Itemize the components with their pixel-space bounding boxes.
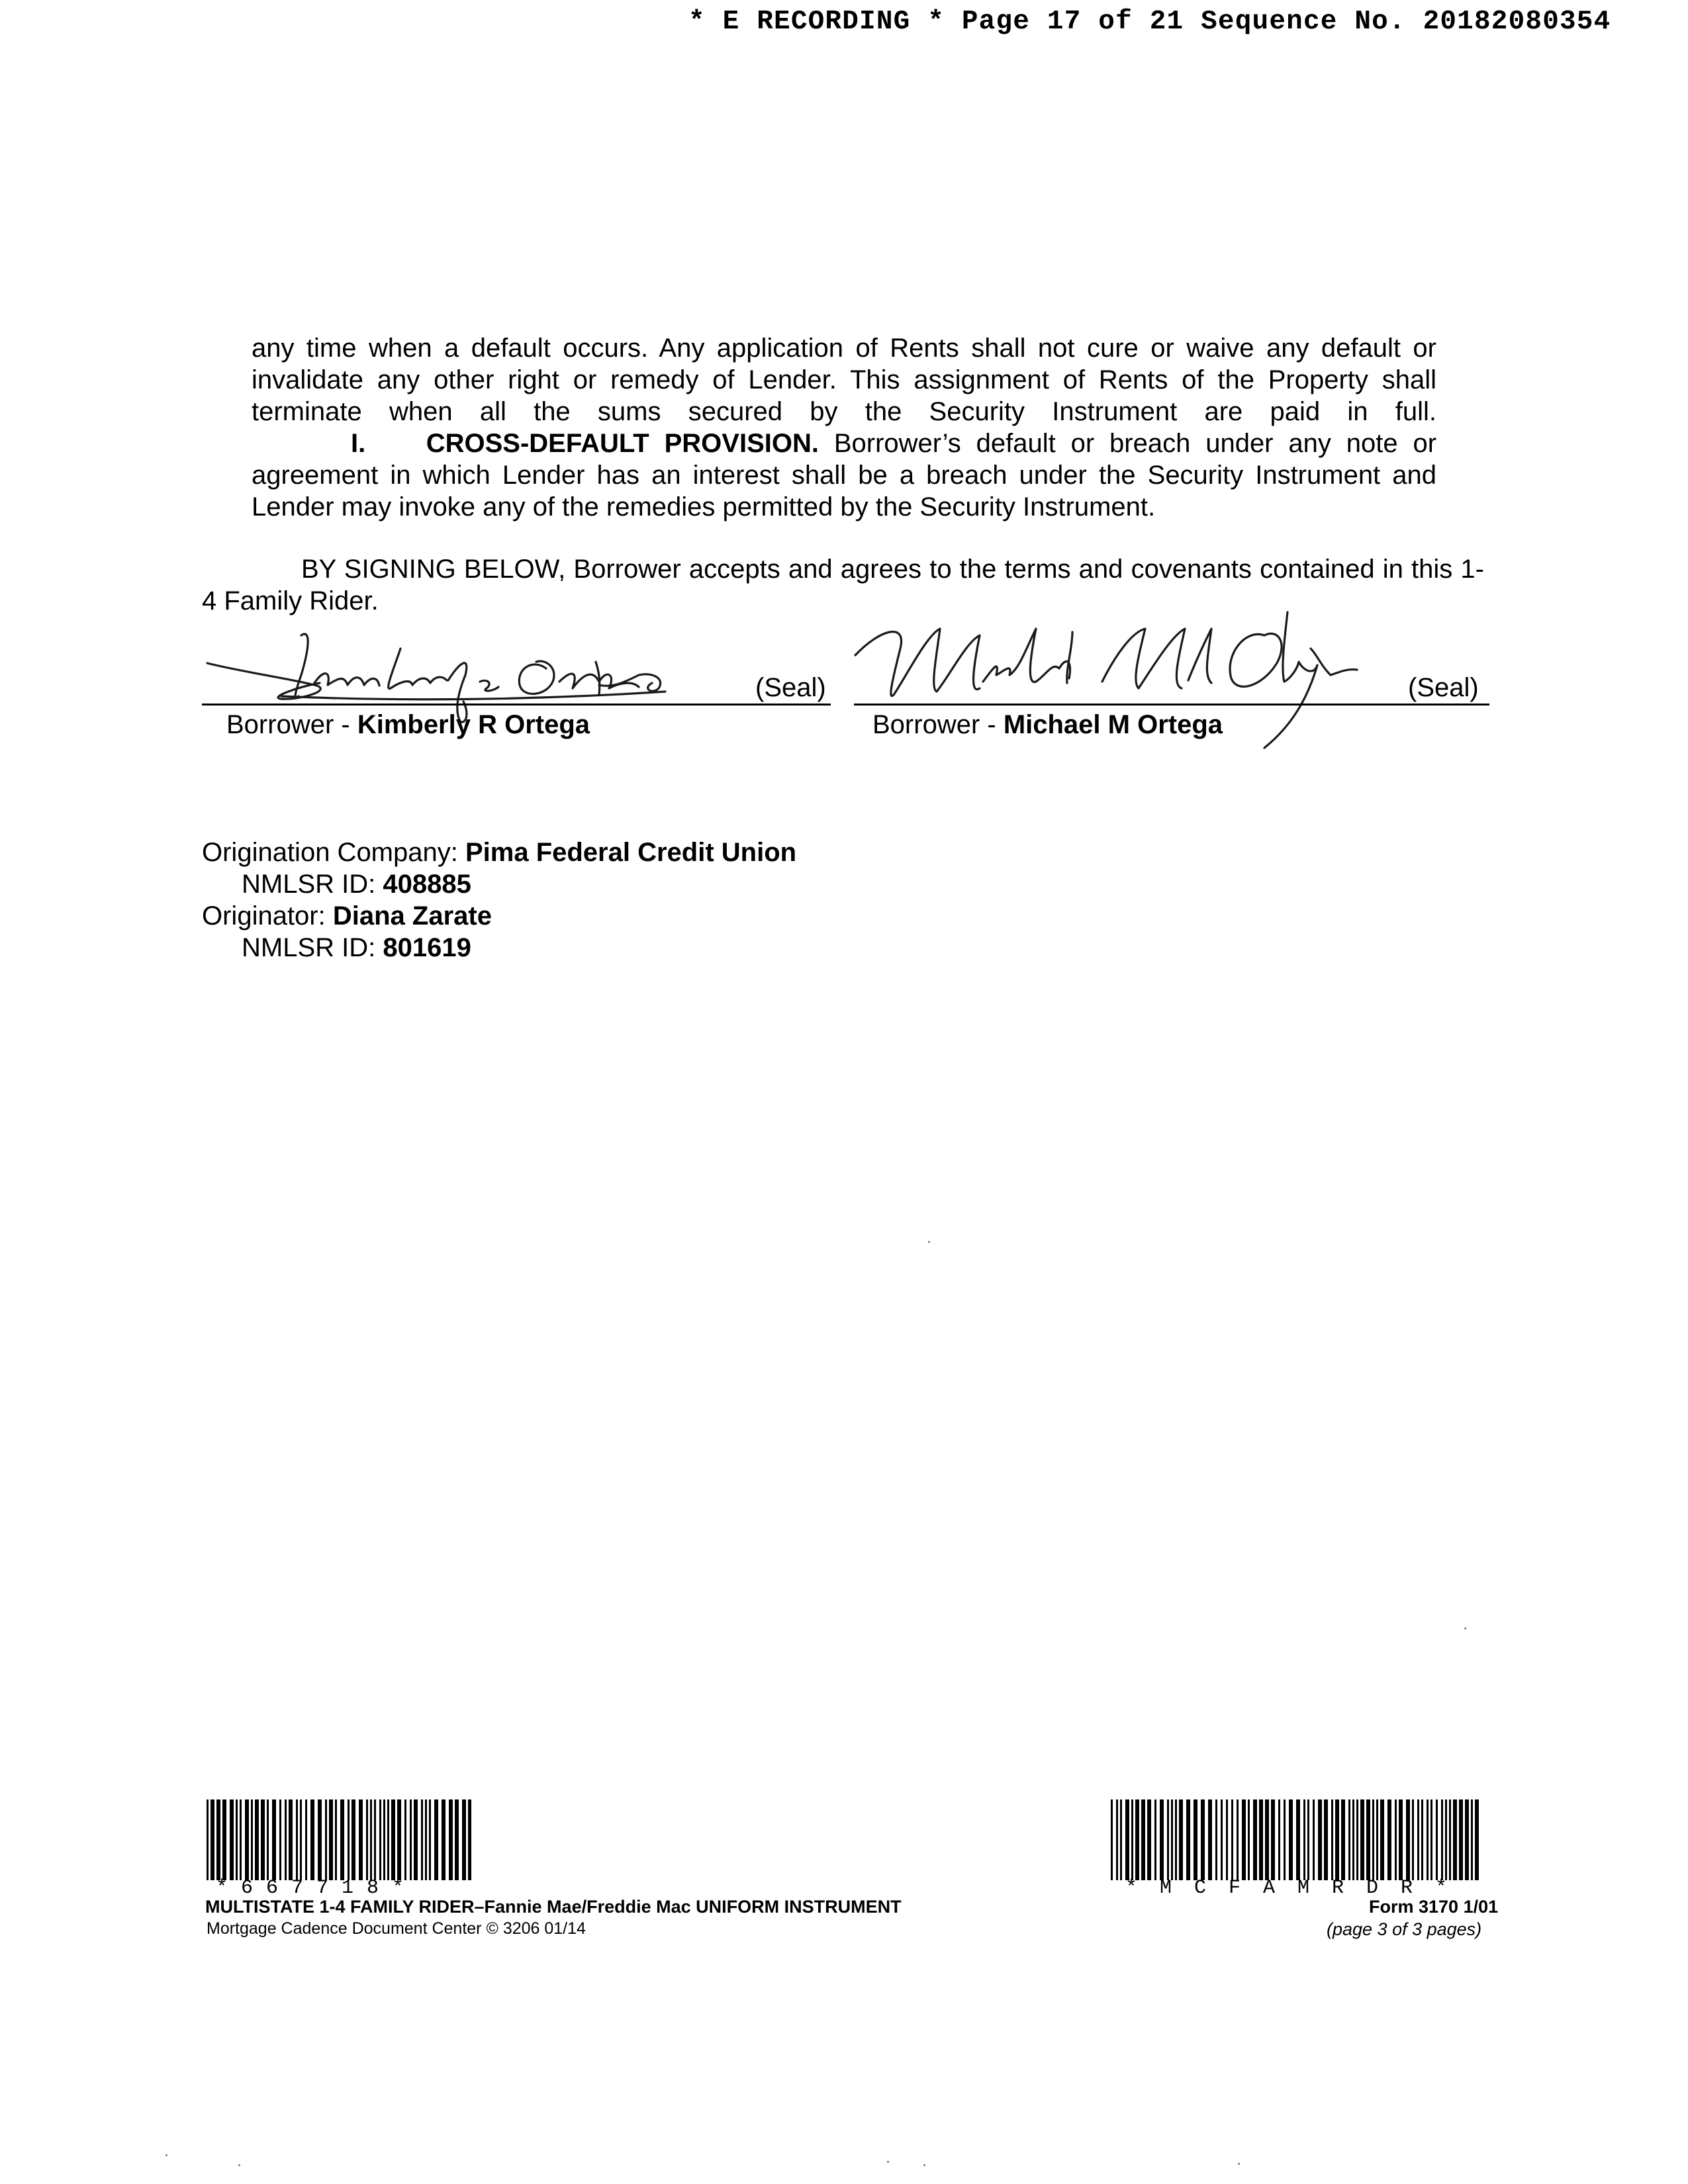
barcode-bar: [1449, 1799, 1451, 1880]
barcode-bar: [1406, 1799, 1410, 1880]
barcode-bar: [1284, 1799, 1286, 1880]
barcode-bar: [289, 1799, 293, 1880]
barcode-bar: [1341, 1799, 1345, 1880]
barcode-bar: [1242, 1799, 1246, 1880]
barcode-bar: [468, 1799, 471, 1880]
barcode-bar: [1318, 1799, 1322, 1880]
barcode-bar: [359, 1799, 363, 1880]
barcode-bar: [1324, 1799, 1328, 1880]
barcode-bar: [255, 1799, 259, 1880]
barcode-bar: [1135, 1799, 1139, 1880]
barcode-bar: [414, 1799, 418, 1880]
barcode-bar: [236, 1799, 238, 1880]
signer-name: Kimberly R Ortega: [357, 710, 590, 739]
barcode-bar: [348, 1799, 350, 1880]
page-count: (page 3 of 3 pages): [1327, 1919, 1482, 1939]
signer-name: Michael M Ortega: [1003, 710, 1223, 739]
barcode-bar: [245, 1799, 249, 1880]
barcode-bar: [310, 1799, 314, 1880]
barcode-bar: [1215, 1799, 1217, 1880]
barcode-bar: [1360, 1799, 1364, 1880]
origination-info: [202, 837, 796, 964]
barcode-bar: [421, 1799, 423, 1880]
signature-line: [202, 704, 831, 705]
barcode-bar: [1160, 1799, 1164, 1880]
barcode-bar: [374, 1799, 376, 1880]
barcode-bar: [1154, 1799, 1156, 1880]
originator-name: Diana Zarate: [332, 901, 492, 931]
barcode-bar: [1356, 1799, 1358, 1880]
barcode-bar: [230, 1799, 234, 1880]
signer-role: Borrower -: [226, 710, 357, 739]
barcode-bar: [379, 1799, 381, 1880]
barcode-bar: [1303, 1799, 1305, 1880]
signing-statement: BY SIGNING BELOW, Borrower accepts and agrees to the terms and covenants contained in this 1-4 Family Rider.: [202, 555, 1484, 615]
form-number: Form 3170 1/01: [1369, 1897, 1499, 1917]
seal-label: (Seal): [1408, 673, 1479, 702]
barcode-bar: [1313, 1799, 1315, 1880]
barcode-bar: [387, 1799, 389, 1880]
originator-nmlsr-line: [202, 932, 796, 964]
signature-line: [854, 704, 1489, 705]
nmlsr-id: 801619: [383, 933, 471, 962]
barcode-bar: [1445, 1799, 1447, 1880]
barcode-bar: [429, 1799, 431, 1880]
barcode-bar: [1253, 1799, 1257, 1880]
barcode-bar: [383, 1799, 385, 1880]
barcode-bar: [251, 1799, 253, 1880]
barcode-bar: [1116, 1799, 1118, 1880]
barcode-bar: [1111, 1799, 1113, 1880]
barcode-bar: [1175, 1799, 1177, 1880]
barcode-bar: [1194, 1799, 1197, 1880]
barcode-bar: [462, 1799, 466, 1880]
barcode-bar: [352, 1799, 355, 1880]
barcode-bar: [1387, 1799, 1391, 1880]
barcode-bar: [216, 1799, 220, 1880]
barcode-bar: [325, 1799, 327, 1880]
barcode-bar: [296, 1799, 298, 1880]
barcode-bar: [1131, 1799, 1133, 1880]
barcode-bar: [1186, 1799, 1190, 1880]
barcode-bar: [1171, 1799, 1173, 1880]
rider-body: [252, 332, 1436, 523]
barcode-bar: [1427, 1799, 1429, 1880]
barcode-bar: [335, 1799, 337, 1880]
barcode-bar: [370, 1799, 372, 1880]
barcode-left: [207, 1799, 471, 1880]
barcode-right-text: *MCFAMRDR*: [1125, 1877, 1470, 1899]
barcode-bar: [279, 1799, 281, 1880]
barcode-bar: [1417, 1799, 1419, 1880]
scan-speck: [1464, 1627, 1466, 1629]
barcode-bar: [1459, 1799, 1463, 1880]
barcode-bar: [366, 1799, 368, 1880]
company-label: Origination Company:: [202, 838, 465, 867]
barcode-bar: [1335, 1799, 1339, 1880]
barcode-bar: [397, 1799, 401, 1880]
section-heading: CROSS-DEFAULT PROVISION.: [426, 429, 819, 458]
signer-label: [872, 710, 1223, 740]
barcode-bar: [1465, 1799, 1469, 1880]
barcode-bar: [1331, 1799, 1333, 1880]
origination-company-line: [202, 837, 796, 868]
originator-line: [202, 900, 796, 932]
barcode-bar: [1372, 1799, 1374, 1880]
barcode-bar: [1271, 1799, 1275, 1880]
barcode-bar: [1141, 1799, 1145, 1880]
barcode-bar: [329, 1799, 333, 1880]
barcode-bar: [1231, 1799, 1233, 1880]
barcode-bar: [1380, 1799, 1384, 1880]
barcode-bar: [1265, 1799, 1269, 1880]
barcode-bar: [1399, 1799, 1403, 1880]
scan-speck: [887, 2161, 889, 2163]
barcode-bar: [1167, 1799, 1169, 1880]
scan-speck: [238, 2164, 240, 2166]
barcode-bar: [1208, 1799, 1212, 1880]
barcode-bar: [1289, 1799, 1293, 1880]
barcode-bar: [455, 1799, 459, 1880]
originator-label: Originator:: [202, 901, 333, 931]
barcode-bar: [1352, 1799, 1354, 1880]
cross-default-paragraph: [252, 428, 1436, 523]
barcode-bar: [1307, 1799, 1309, 1880]
scan-speck: [1238, 2163, 1240, 2165]
scan-speck: [165, 2154, 167, 2156]
document-center: Mortgage Cadence Document Center © 3206 01/14: [207, 1919, 586, 1938]
barcode-bar: [1395, 1799, 1397, 1880]
form-title: MULTISTATE 1-4 FAMILY RIDER–Fannie Mae/Freddie Mac UNIFORM INSTRUMENT: [205, 1897, 902, 1917]
scan-speck: [928, 1241, 930, 1243]
barcode-bar: [272, 1799, 276, 1880]
signer-label: [226, 710, 590, 740]
barcode-right: [1111, 1799, 1481, 1880]
barcode-bar: [410, 1799, 412, 1880]
nmlsr-label: NMLSR ID:: [242, 870, 383, 899]
barcode-bar: [1296, 1799, 1300, 1880]
nmlsr-id: 408885: [383, 870, 471, 899]
barcode-bar: [240, 1799, 242, 1880]
barcode-bar: [207, 1799, 209, 1880]
signer-role: Borrower -: [872, 710, 1004, 739]
barcode-bar: [442, 1799, 445, 1880]
barcode-bar: [391, 1799, 395, 1880]
barcode-bar: [1226, 1799, 1228, 1880]
barcode-bar: [1237, 1799, 1239, 1880]
barcode-bar: [222, 1799, 226, 1880]
barcode-bar: [1421, 1799, 1423, 1880]
barcode-bar: [404, 1799, 406, 1880]
barcode-bar: [1147, 1799, 1151, 1880]
barcode-bar: [1436, 1799, 1438, 1880]
scan-speck: [923, 2164, 925, 2166]
nmlsr-label: NMLSR ID:: [242, 933, 383, 962]
barcode-bar: [1179, 1799, 1183, 1880]
barcode-bar: [318, 1799, 322, 1880]
company-name: Pima Federal Credit Union: [465, 838, 797, 867]
barcode-bar: [1248, 1799, 1250, 1880]
barcode-bar: [1430, 1799, 1432, 1880]
signature-block-kimberly: [202, 622, 837, 754]
barcode-bar: [300, 1799, 302, 1880]
barcode-bar: [1348, 1799, 1350, 1880]
barcode-bar: [261, 1799, 265, 1880]
barcode-bar: [1125, 1799, 1129, 1880]
barcode-left-text: *667718*: [216, 1877, 418, 1899]
barcode-bar: [1475, 1799, 1479, 1880]
recording-header: * E RECORDING * Page 17 of 21 Sequence No. 20182080354: [688, 7, 1611, 37]
barcode-bar: [267, 1799, 269, 1880]
barcode-bar: [434, 1799, 438, 1880]
barcode-bar: [1453, 1799, 1457, 1880]
barcode-bar: [1120, 1799, 1122, 1880]
barcode-bar: [1278, 1799, 1280, 1880]
seal-label: (Seal): [755, 673, 826, 702]
barcode-bar: [211, 1799, 214, 1880]
barcode-bar: [285, 1799, 287, 1880]
barcode-bar: [1471, 1799, 1473, 1880]
barcode-bar: [1366, 1799, 1370, 1880]
barcode-bar: [1441, 1799, 1443, 1880]
barcode-bar: [305, 1799, 307, 1880]
barcode-bar: [1201, 1799, 1205, 1880]
rents-paragraph: any time when a default occurs. Any application of Rents shall not cure or waive any default or invalidate any other right or remedy of Lender. This assignment of Rents of the Property shall terminate when all the sums secured by the Security Instrument are paid in full.: [252, 334, 1436, 426]
barcode-bar: [1221, 1799, 1223, 1880]
barcode-bar: [1259, 1799, 1263, 1880]
barcode-bar: [340, 1799, 344, 1880]
section-text: Borrower’s default or breach under any note or agreement in which Lender has an interest shall be a breach under the Security Instrument and Lender may invoke any of the remedies permitted by the Security Instrument.: [252, 429, 1437, 522]
barcode-bar: [1376, 1799, 1378, 1880]
barcode-bar: [449, 1799, 453, 1880]
signature-block-michael: [854, 609, 1489, 761]
barcode-bar: [1412, 1799, 1414, 1880]
barcode-bar: [425, 1799, 427, 1880]
company-nmlsr-line: [202, 868, 796, 900]
section-letter: I.: [351, 429, 366, 458]
